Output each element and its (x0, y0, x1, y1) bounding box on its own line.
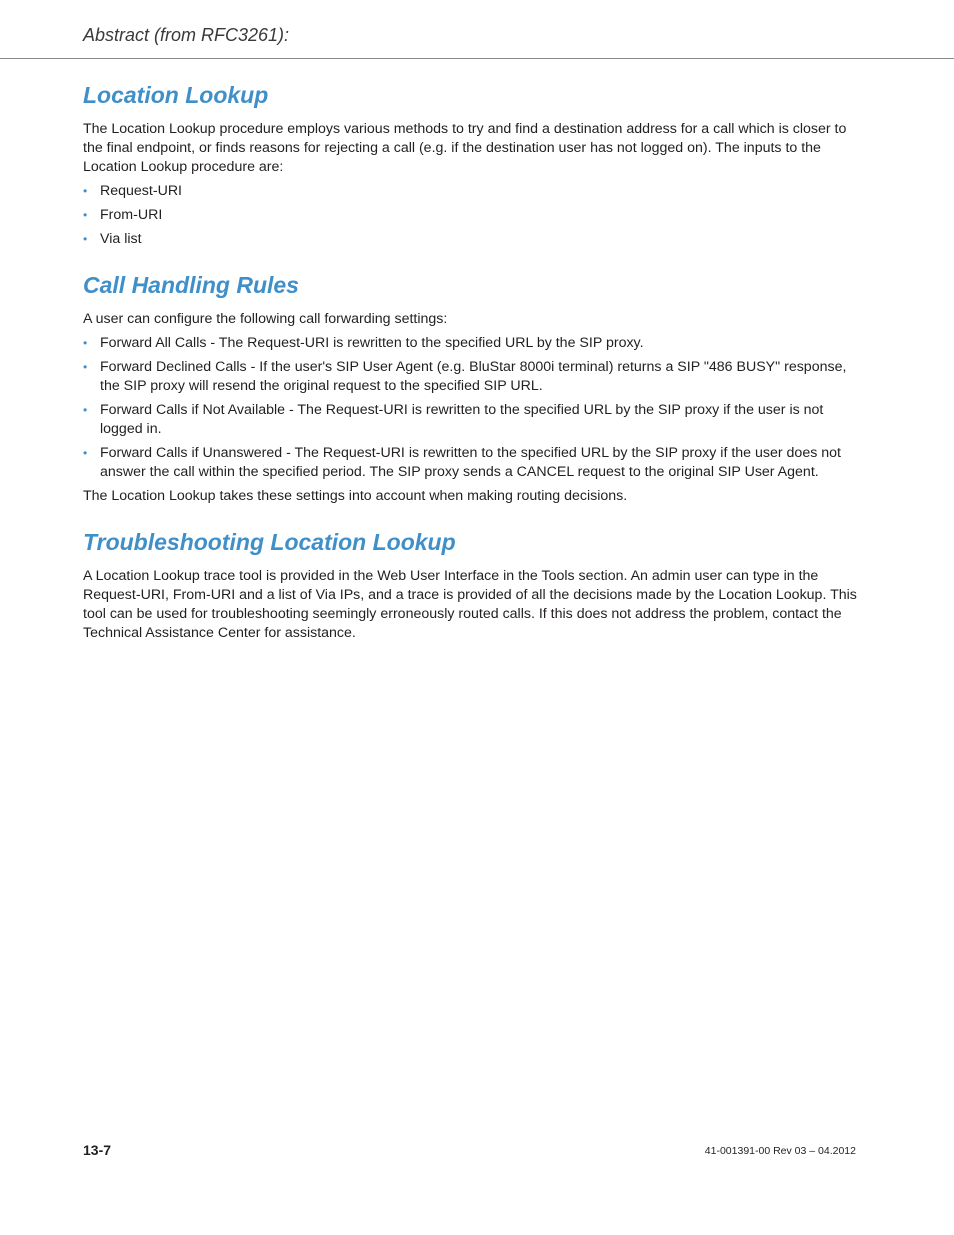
input-list (83, 182, 863, 249)
document-id: 41-001391-00 Rev 03 – 04.2012 (704, 1145, 856, 1157)
section-heading: Call Handling Rules (83, 272, 299, 298)
forwarding-list (83, 334, 863, 482)
running-header-title: Abstract (from RFC3261): (83, 25, 290, 45)
list-item: • From-URI (83, 207, 163, 223)
page-content (83, 80, 863, 664)
list-item: • Forward Declined Calls - If the user's SIP User Agent (e.g. BluStar 8000i terminal) returns a SIP "486 BUSY" response, the SIP proxy will resend the original request to the specified SIP URL. (83, 359, 847, 394)
bullet-icon: • (83, 446, 88, 460)
list-item: • Request-URI (83, 183, 183, 199)
page-number: 13-7 (83, 1142, 112, 1158)
bullet-icon: • (83, 403, 88, 417)
bullet-icon: • (83, 232, 88, 246)
section-paragraph: A Location Lookup trace tool is provided in the Web User Interface in the Tools section. An admin user can type in the Request-URI, From-URI and a list of Via IPs, and a trace is provided of all the decisions made by the Location Lookup. This tool can be used for troubleshooting seemingly erroneously routed calls. If this does not address the problem, contact the Technical Assistance Center for assistance. (83, 568, 857, 641)
section-heading: Troubleshooting Location Lookup (83, 529, 456, 555)
bullet-icon: • (83, 336, 88, 350)
section-troubleshooting (83, 527, 863, 643)
bullet-icon: • (83, 208, 88, 222)
list-item: • Via list (83, 231, 142, 247)
section-paragraph: The Location Lookup takes these settings into account when making routing decisions. (83, 488, 628, 504)
section-heading: Location Lookup (83, 82, 269, 108)
section-paragraph: A user can configure the following call forwarding settings: (83, 311, 448, 327)
section-paragraph: The Location Lookup procedure employs various methods to try and find a destination address for a call which is closer to the final endpoint, or finds reasons for rejecting a call (e.g. if the destination user has not logged on). The inputs to the Location Lookup procedure are: (83, 121, 847, 175)
bullet-icon: • (83, 360, 88, 374)
header-divider (0, 58, 954, 59)
list-item: • Forward Calls if Unanswered - The Request-URI is rewritten to the specified URL by the SIP proxy if the user does not answer the call within the specified period. The SIP proxy sends a CANCEL request to the original SIP User Agent. (83, 445, 841, 480)
section-call-handling-rules (83, 270, 863, 506)
bullet-icon: • (83, 184, 88, 198)
list-item: • Forward Calls if Not Available - The Request-URI is rewritten to the specified URL by the SIP proxy if the user is not logged in. (83, 402, 824, 437)
list-item: • Forward All Calls - The Request-URI is rewritten to the specified URL by the SIP proxy. (83, 335, 644, 351)
section-location-lookup (83, 80, 863, 249)
